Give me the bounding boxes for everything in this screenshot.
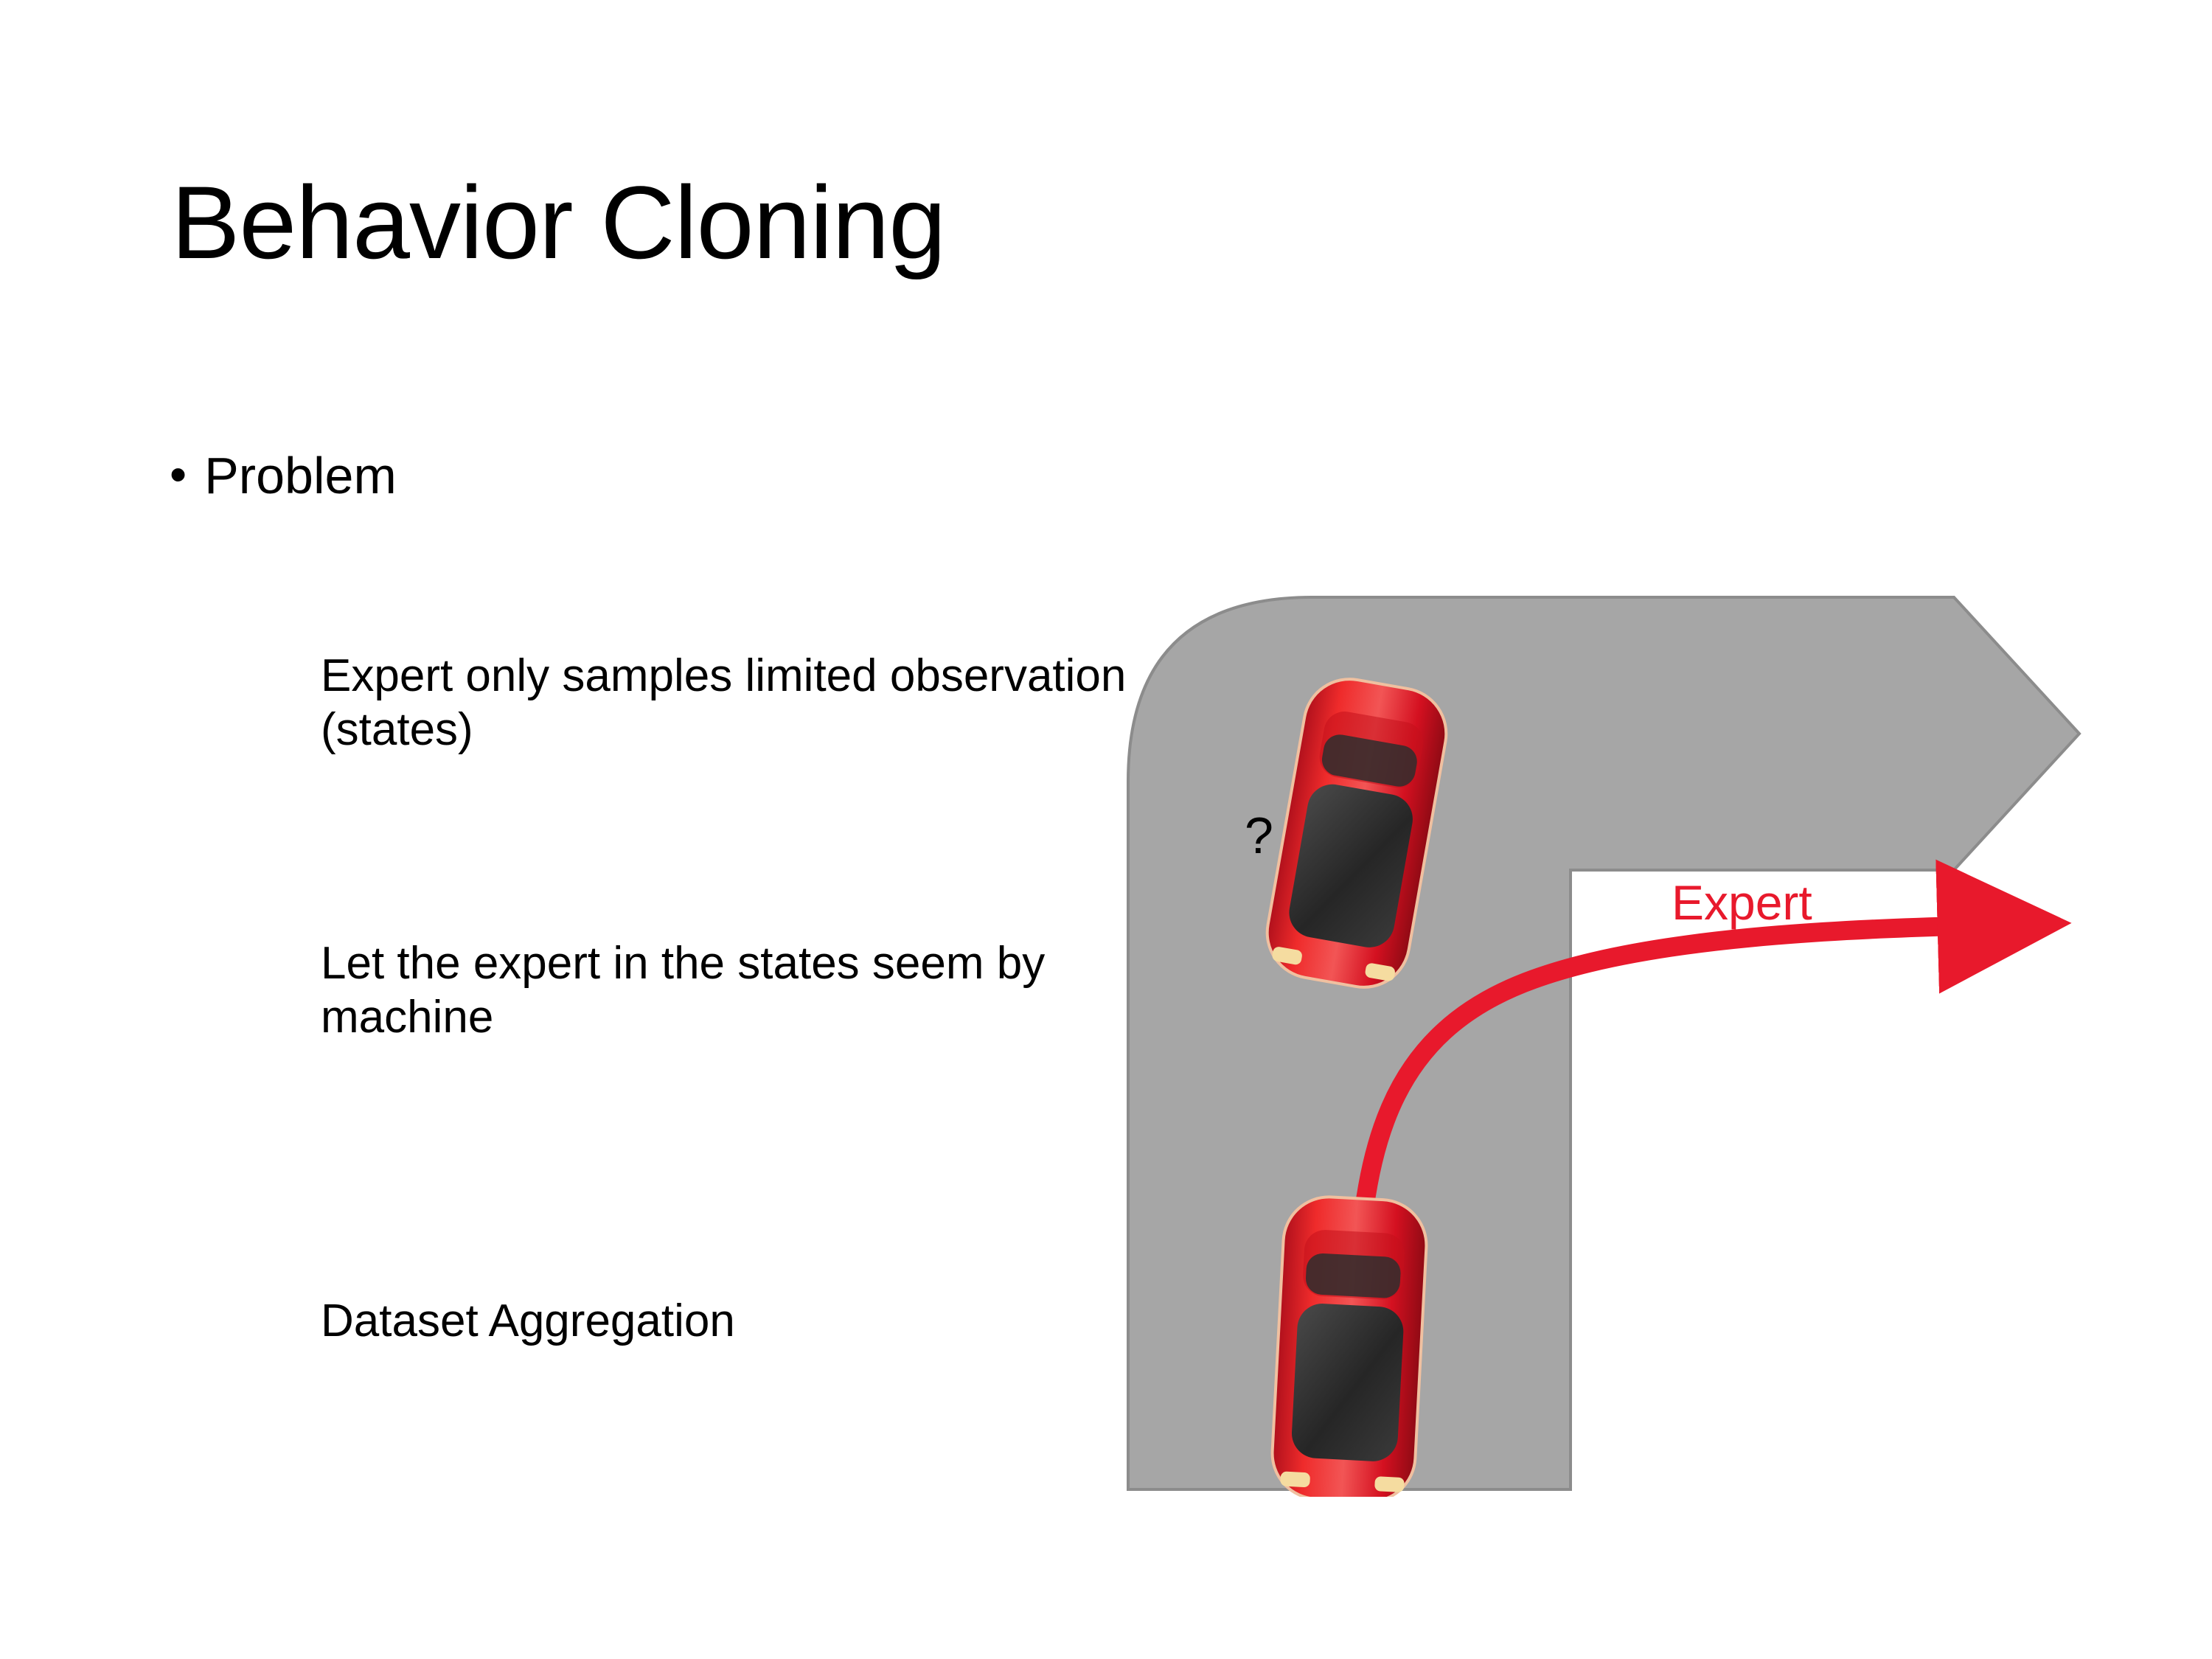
sub-point-2: Let the expert in the states seem by machine [321,938,1046,1043]
expert-trajectory-label: Expert [1672,875,1812,930]
question-mark-label: ? [1245,807,1273,864]
bullet-marker-icon: • [170,447,187,501]
page-title: Behavior Cloning [171,164,946,280]
sub-point-3: Dataset Aggregation [321,1295,735,1346]
road-diagram-svg [1121,590,2124,1497]
car-lower [1270,1194,1428,1497]
sub-point-1: Expert only samples limited observation (states) [321,650,1127,756]
road-diagram [1121,590,2124,1497]
bullet-problem [170,447,397,504]
road-shape [1128,597,2079,1489]
bullet-label: Problem [204,447,397,504]
